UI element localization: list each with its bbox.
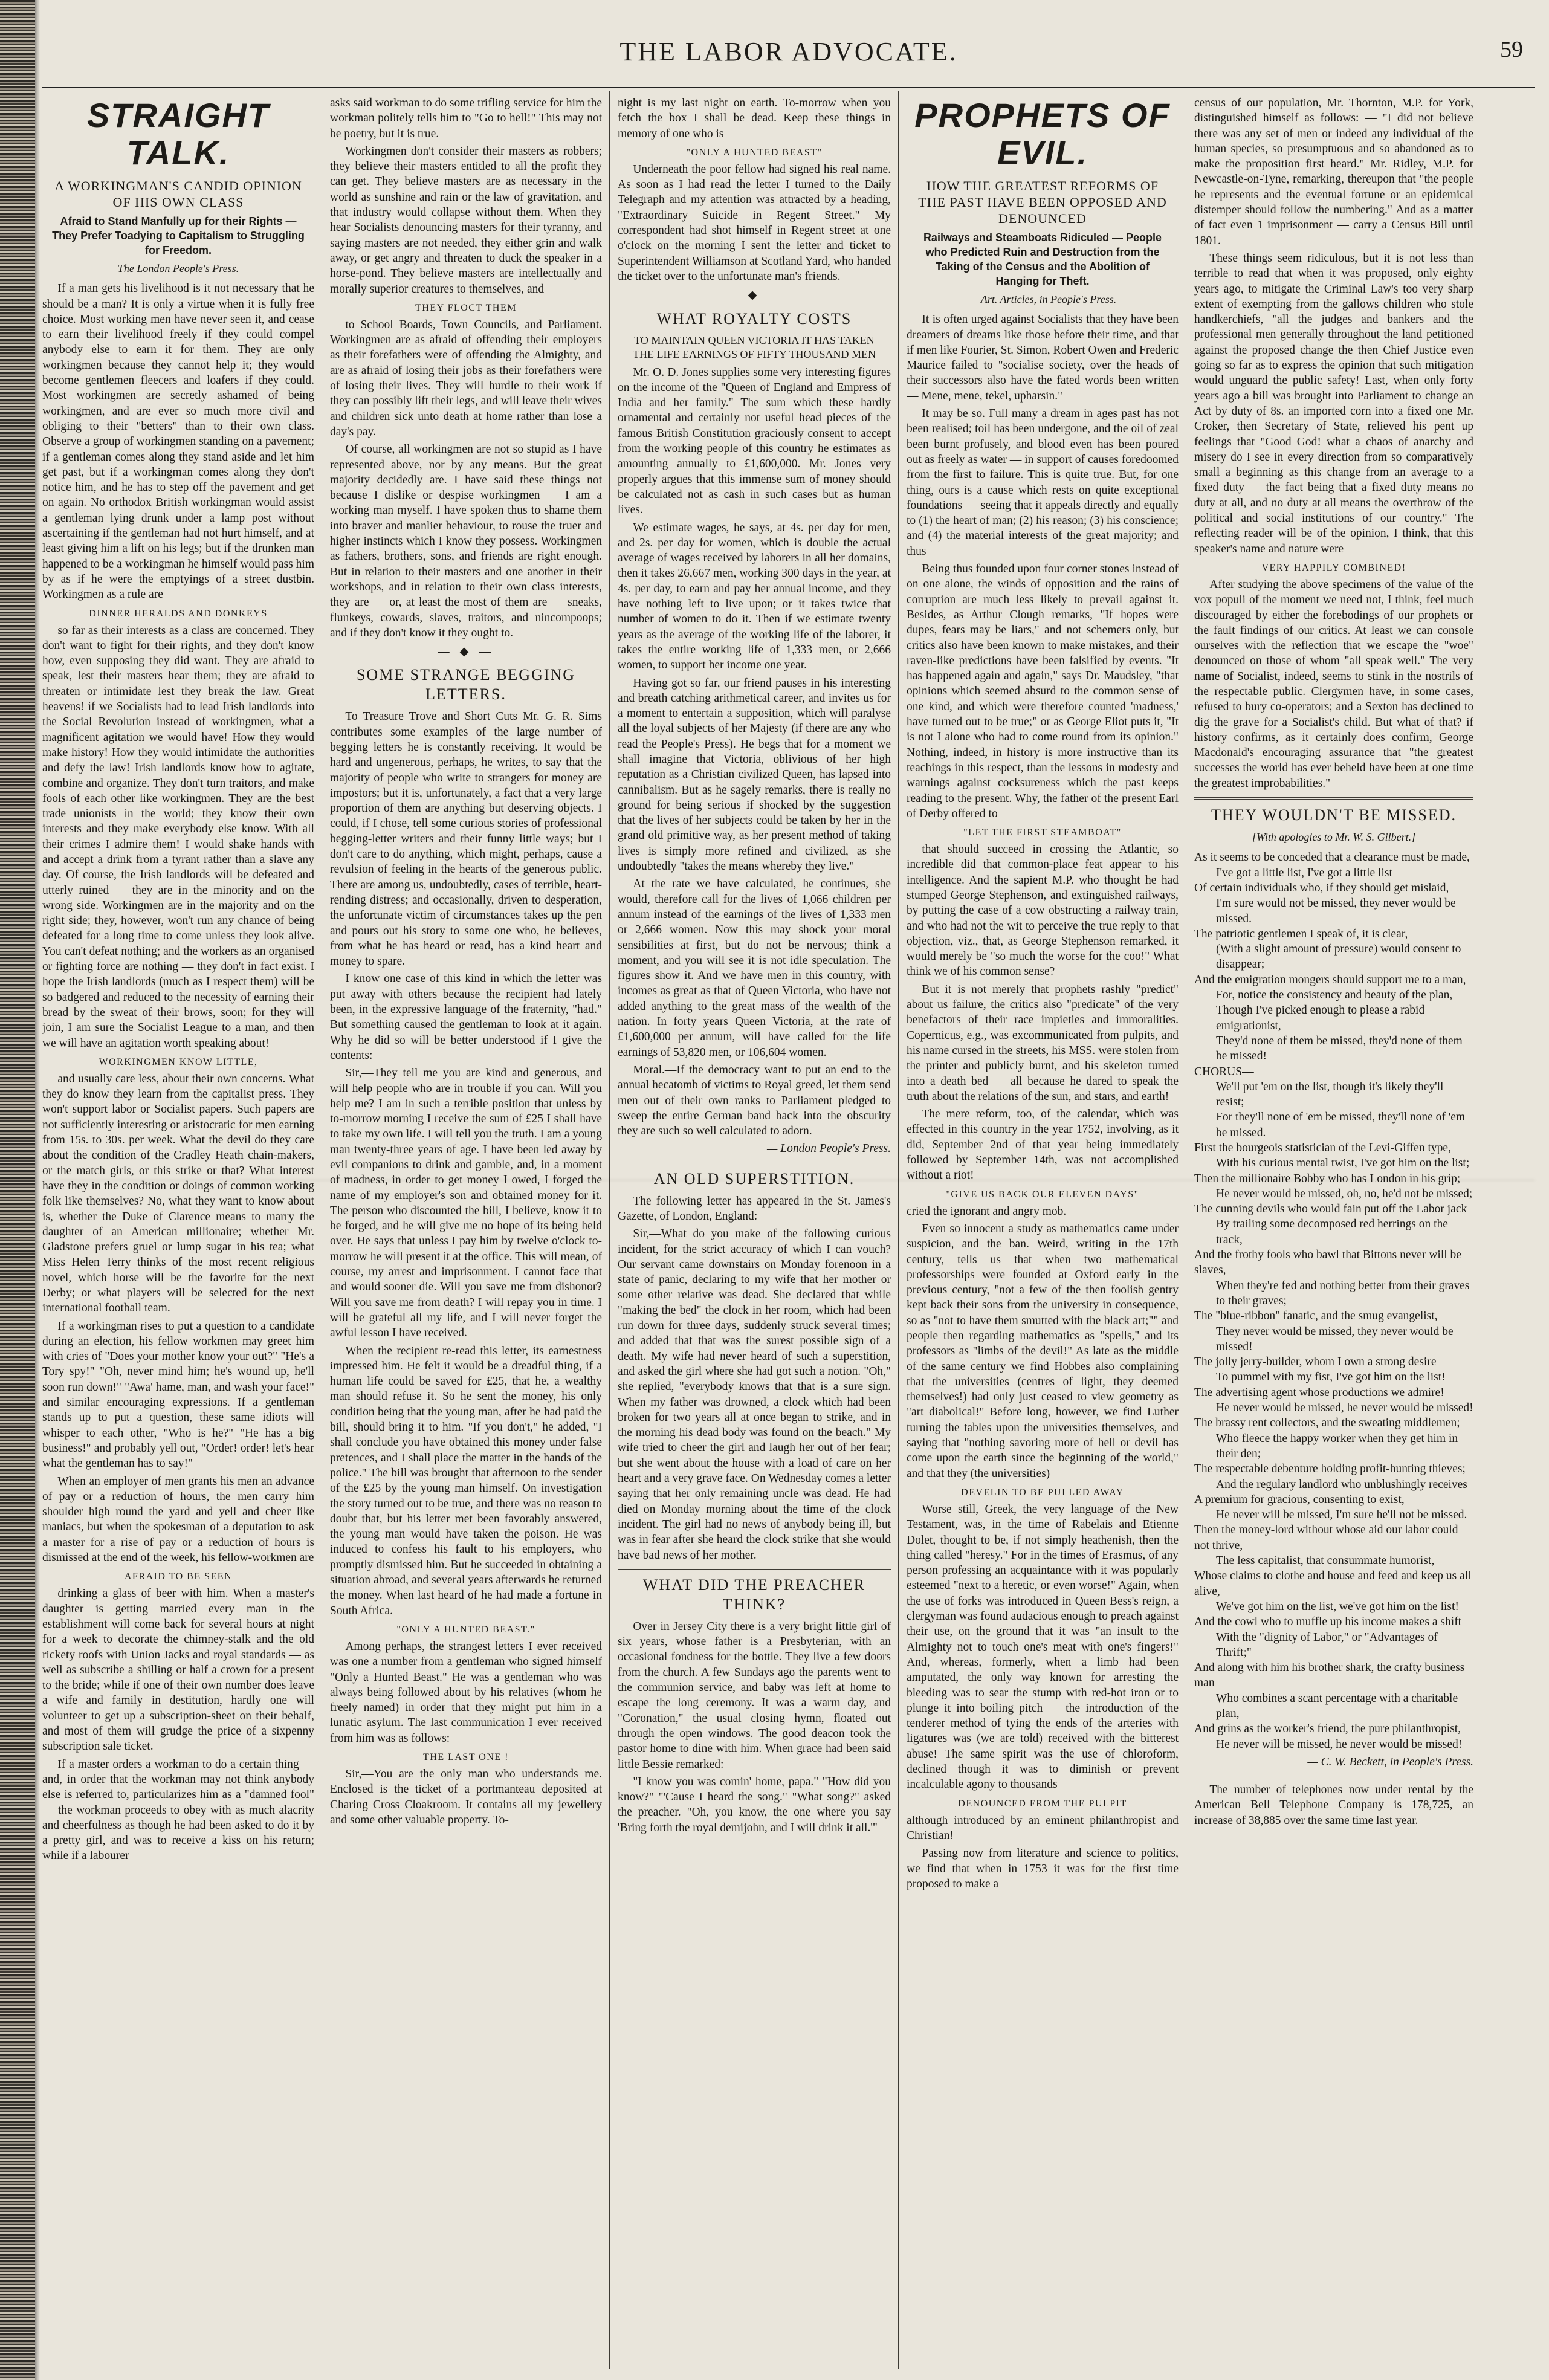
intro: TO MAINTAIN QUEEN VICTORIA IT HAS TAKEN THE LIFE EARNINGS OF FIFTY THOUSAND MEN	[632, 334, 876, 360]
paragraph: census of our population, Mr. Thornton, M.P. for York, distinguished himself as follows: — "I did not believe there was any set of men or indeed any individual of the human species, so presumptuous and so abandoned as to make the proposition first heard." Mr. Ridley, M.P. for Newcastle-on-Tyne, remarking, thereupon that "the people he represents and the eventual fortune or an epidemical distemper should follow the numbering." And as a matter of fact even 1 imprisonment — carry a Census Bill until 1801.	[1194, 97, 1473, 247]
newspaper-page	[42, 0, 1535, 2380]
paragraph: The number of telephones now under rental by the American Bell Telephone Company is 178,725, an increase of 38,885 over the same time last year.	[1194, 1783, 1473, 1827]
headline-prophets-of-evil: PROPHETS OF EVIL.	[914, 96, 1171, 172]
poem-line: For, notice the consistency and beauty of the plan,	[1216, 989, 1453, 1002]
column-rule	[609, 91, 610, 2369]
article-credit: — Art. Articles, in People's Press.	[968, 293, 1117, 305]
poem-line: Whose claims to clothe and house and feed and keep us all alive,	[1194, 1570, 1472, 1598]
masthead	[42, 36, 1535, 89]
poem-line: He never will be missed, I'm sure he'll not be missed.	[1216, 1509, 1467, 1522]
paragraph: Of course, all workingmen are not so stupid as I have represented above, nor by any means. But the great majority decidedly are. I have said these things not because I dislike or despise workingmen — I am a working man myself. I have spoken thus to shame them into braver and manlier behaviour, to rouse the truer and higher instincts which I know they possess. Workingmen as fathers, brothers, sons, and friends are right enough. But in relation to their masters and one another in their workshops, and in relation to their own class interests, they are — or, at least the most of them are — sneaks, flunkeys, cowards, slaves, traitors, and nincompoops; and if they don't know it they ought to.	[330, 443, 602, 639]
paragraph: If a master orders a workman to do a certain thing — and, in order that the workman may not think anybody else is referred to, particularizes him as a "damned fool" — the workman proceeds to obey with as much alacrity and cheerfulness as though he had been asked to do it by a pretty girl, and was to receive a kiss on his return; while if a labourer	[42, 1758, 314, 1863]
subhead: DEVELIN TO BE PULLED AWAY	[961, 1487, 1124, 1498]
headline-superstition: AN OLD SUPERSTITION.	[653, 1169, 855, 1188]
subhead: DINNER HERALDS AND DONKEYS	[89, 608, 268, 619]
poem-line: The advertising agent whose productions we admire!	[1194, 1386, 1444, 1399]
paragraph: and usually care less, about their own concerns. What they do know they learn from the capitalist press. They won't support labor or Socialist papers. Such papers are not sufficiently interesting or aristocratic for men earning from 15s. to 30s. per week. What the devil do they care about the condition of the Cradley Heath chain-makers, or the match girls, or this strike or that? What interest have they in the condition or doings of common working folk like themselves? No, what they want to know about is, whether the Duke of Clarence means to marry the daughter of an American millionaire; whether Mr. Gladstone prefers gruel or lump sugar in his tea; what Miss Helen Terry thinks of the most recent religious novel, which horse will be the favorite for the next Derby; or what players will be selected for the next international football team.	[42, 1072, 314, 1315]
paragraph: night is my last night on earth. To-morrow when you fetch the box I shall be dead. Keep these things in memory of one who is	[618, 97, 891, 140]
paragraph: cried the ignorant and angry mob.	[907, 1205, 1067, 1218]
paragraph: I know one case of this kind in which the letter was put away with others because the recipient had lately been, in the expressive language of the fraternity, "had." But something caused the gentleman to look at it again. Why he did so will be better understood if I give the contents:—	[330, 972, 602, 1062]
poem-line: A premium for gracious, consenting to exist,	[1194, 1493, 1405, 1506]
subhead: AFRAID TO BE SEEN	[124, 1571, 233, 1582]
poem-line: Then the millionaire Bobby who has London in his grip;	[1194, 1172, 1461, 1185]
poem-line: And the frothy fools who bawl that Bittons never will be slaves,	[1194, 1249, 1461, 1277]
paragraph: Passing now from literature and science to politics, we find that when in 1753 it was for the first time proposed to make a	[907, 1847, 1179, 1890]
poem-line: For they'll none of 'em be missed, they'll none of 'em be missed.	[1216, 1111, 1466, 1139]
poem-line: The cunning devils who would fain put off the Labor jack	[1194, 1203, 1467, 1216]
poem-line: He never would be missed, oh, no, he'd not be missed;	[1216, 1187, 1473, 1200]
poem-line: First the bourgeois statistician of the Levi-Giffen type,	[1194, 1142, 1451, 1154]
paragraph: The mere reform, too, of the calendar, which was effected in this country in the year 1752, involving, as it did, September 2nd of that year being immediately followed by September 14th, was not accomplished without a riot!	[907, 1108, 1179, 1182]
column-4	[907, 95, 1179, 2368]
paragraph: The following letter has appeared in the St. James's Gazette, of London, England:	[618, 1194, 891, 1223]
subhead: THE LAST ONE !	[422, 1751, 509, 1762]
paragraph: asks said workman to do some trifling service for him the workman politely tells him to "Go to hell!" This may not be poetry, but it is true.	[330, 97, 602, 140]
paragraph: These things seem ridiculous, but it is not less than terrible to read that when it was proposed, only eighty years ago, to mitigate the Criminal Law's too very sharp extent of exempting from the gallows children who stole handkerchiefs, "all the judges and bankers and the professional men generally throughout the land petitioned against the proposed change the then Chief Justice even going so far as to express the opinion that such mitigation would unguard the public safety! Last, when only forty years ago a bill was brought into Parliament to change an Act by duty of 8s. an imported corn into a fixed one Mr. Croker, then Secretary of State, relieved his pent up feelings that "Good God! what a chaos of anarchy and misery do I see in every direction from so comparatively small a beginning as this change from an average to a fixed duty — the fact being that a fixed duty means no duty at all, and no duty at all means the overthrow of the political and social institutions of our country." The reflecting reader will be of the opinion, I think, that this speaker's name and nature were	[1194, 251, 1473, 555]
paragraph: to School Boards, Town Councils, and Parliament. Workingmen are as afraid of offending their employers as their forefathers were of offending the Almighty, and are as afraid of losing their jobs as their forefathers were of losing their lives. They will hurdle to their work if they can possibly lift their legs, and will leave their wives and children sick unto death at home rather than lose a day's pay.	[330, 318, 602, 438]
poem-line: We'll put 'em on the list, though it's likely they'll resist;	[1216, 1080, 1444, 1109]
paragraph: Over in Jersey City there is a very bright little girl of six years, whose father is a Presbyterian, with an occasional fondness for the bottle. They live a few doors from the church. A few Sundays ago the parents went to the communion service, and baby was left at home to escape the long ceremony. It was a warm day, and "Coronation," the usual closing hymn, floated out through the open windows. The good deacon took the pastor home to dine with him. When grace had been said little Bessie remarked:	[618, 1620, 891, 1771]
paragraph: Among perhaps, the strangest letters I ever received was one a number from a gentleman who signed himself "Only a Hunted Beast." He was a gentleman who was always being followed about by his relatives (whom he freely named) in order that they might put him in a lunatic asylum. The last communication I ever received from him was as follows:—	[330, 1640, 602, 1745]
poem-line: As it seems to be conceded that a clearance must be made,	[1194, 851, 1470, 864]
poem-line: They'd none of them be missed, they'd none of them be missed!	[1216, 1034, 1463, 1063]
headline-preacher: WHAT DID THE PREACHER THINK?	[642, 1576, 866, 1613]
poem-line: To pummel with my fist, I've got him on the list!	[1216, 1371, 1446, 1384]
poem-line: I've got a little list, I've got a little list	[1216, 866, 1392, 879]
paragraph: It is often urged against Socialists that they have been dreamers of dreams like those before their time, and that if men like Fourier, St. Simon, Robert Owen and Frederic Maurice failed to "socialise society, over the heads of their successors also have the fated words been written — Mene, mene, tekel, upharsin."	[907, 313, 1179, 403]
poem-line: They never would be missed, they never would be missed!	[1216, 1325, 1454, 1353]
poem-line: Then the money-lord without whose aid our labor could not thrive,	[1194, 1524, 1458, 1552]
subhead: "ONLY A HUNTED BEAST"	[686, 147, 823, 158]
column-3	[618, 95, 891, 2368]
page-number: 59	[1500, 37, 1523, 62]
paragraph: drinking a glass of beer with him. When a master's daughter is getting married every man in the establishment will come back for several hours at night for a week to decorate the chimney-stalk and the old rickety roofs with Union Jacks and royal standards — as well as subscribe a shilling or half a crown for a present to the bride; while if one of their own number does leave a wife and family in destitution, hardly one will volunteer to get up a subscription-sheet on their behalf, and most of them will grudge the price of a sixpenny subscription sale ticket.	[42, 1587, 314, 1753]
poem-line: (With a slight amount of pressure) would consent to disappear;	[1216, 943, 1461, 971]
paragraph: After studying the above specimens of the value of the vox populi of the moment we need not, I think, feel much discouraged by either the forebodings of our prophets or the fault findings of our critics. At least we can console ourselves with the reflection that we escape the "woe" denounced on those of whom "all speak well." The very name of Socialist, indeed, seems to stink in the nostrils of the respectable public. Clergymen have, in some cases, refused to bury co-operators; and a Sexton has declined to dig the grave for a Socialist's child. But what of that? if history confirms, as it certainly does confirm, George Macdonald's encouraging assurance that "the greatest successes the world has ever beheld have been at one time the greatest improbabilities."	[1194, 578, 1473, 790]
paragraph: Even so innocent a study as mathematics came under suspicion, and the ban. Weird, writing in the 17th century, tells us that when two mathematical professorships were founded at Oxford early in the previous century, "not a few of the then foolish gentry kept back their sons from the university in consequence, so as "not to have them smutted with the black art;"" and people then regarding mathematics as "spells," and its professors as "limbs of the devil!" As late as the middle of the same century we find Hobbes also complaining that the universities (centres of light, they deemed themselves!) had only just ceased to view geometry as "art diabolical!" Before long, however, we find Luther turning the tables upon the universities themselves, and saying that "nothing savoring more of hell or devil has come upon the earth since the beginning of the world," and that they (the universities)	[907, 1222, 1179, 1480]
separator: — ◆ —	[438, 645, 494, 659]
poem-line: I'm sure would not be missed, they never would be missed.	[1216, 897, 1456, 925]
masthead-title: THE LABOR ADVOCATE.	[619, 37, 958, 66]
paragraph: Worse still, Greek, the very language of the New Testament, was, in the time of Rabelais and Etienne Dolet, thought to be, if not simply heathenish, then the thing called "heresy." For in the times of Erasmus, of any person professing an acquaintance with it was popularly esteemed "next to a heretic, or even worse!" Again, when the use of forks was introduced in Queen Bess's reign, a clergyman was found audacious enough to preach against their use, on the ground that it was "an insult to the Almighty not to touch one's meat with one's fingers!" And, whereas, formerly, when a limb had been amputated, the only way known for arresting the bleeding was to sear the stump with red-hot iron or to plunge it into boiling pitch — the introduction of the tenderer method of tying the ends of the arteries with ligatures was (we are told) received with the bitterest abuse! The same spirit was the use of chloroform, declined though it was to diminish or prevent incalculable agony to thousands	[907, 1502, 1179, 1791]
paragraph: Workingmen don't consider their masters as robbers; they believe their masters entitled to all the profit they can get. They believe masters are as necessary in the world as sunshine and rain or the law of gravitation, and that industry would collapse without them. When they hear Socialists denouncing masters for their tyranny, and saying masters are not needed, they either grin and walk away, or get angry and threaten to duck the speaker in a horse-pond. They believe masters are intellectually and morally superior creatures to themselves, and	[330, 144, 602, 296]
paragraph: "I know you was comin' home, papa." "How did you know?" "'Cause I heard the song." "What song?" asked the preacher. "Oh, you know, the one where you say 'Bring forth the royal demijohn, and I will drink it all.'"	[618, 1775, 891, 1834]
paragraph: When an employer of men grants his men an advance of pay or a reduction of hours, the men carry him shoulder high round the yard and yell and cheer like maniacs, but when the spokesman of a deputation to ask a master for a rise of pay or a reduction of hours is dismissed at the end of the week, his fellow-workmen are	[42, 1475, 314, 1565]
article-credit: The London People's Press.	[117, 262, 239, 274]
poem-line: Of certain individuals who, if they should get mislaid,	[1194, 881, 1449, 894]
poem-line: The "blue-ribbon" fanatic, and the smug evangelist,	[1194, 1310, 1438, 1323]
poem-line: The patriotic gentlemen I speak of, it is clear,	[1194, 927, 1408, 940]
deck: A WORKINGMAN'S CANDID OPINION OF HIS OWN CLASS	[54, 178, 302, 210]
divider	[1194, 797, 1473, 800]
paragraph: Having got so far, our friend pauses in his interesting and breath catching arithmetical career, and invites us for a moment to entertain a supposition, which will paralyse all the loyal subjects of her Majesty (if there are any who read the People's Press). He begs that for a moment we shall imagine that Victoria, oblivious of her high reputation as a Christian civilized Queen, has lapsed into cannibalism. But as he sagely remarks, there is really no ground for being serious if shocked by the suggestion that the lives of her subjects could be taken by her in the grand old primitive way, as her present method of taking lives is simply more refined and civilized, as she undoubtedly "takes the means whereby they live."	[618, 676, 891, 873]
headline-straight-talk: STRAIGHT TALK.	[86, 96, 270, 172]
poem-line: And along with him his brother shark, the crafty business man	[1194, 1661, 1465, 1690]
separator: — ◆ —	[726, 289, 783, 302]
paragraph: At the rate we have calculated, he continues, she would, therefore call for the lives of 1,066 children per annum instead of the earnings of the lives of 1,333 men or 2,666 women. Now this may shock your moral sensibilities at first, but do not be nervous; think a moment, and you will see it is not idle speculation. The figures show it. And we have men in this country, with incomes as great as that of Queen Victoria, who have not added anything to the great mass of the wealth of the nation. In forty years Queen Victoria, at the rate of £1,600,000 per annum, will have called for the life earnings of 53,820 men, or 106,604 women.	[618, 878, 891, 1059]
paragraph: although introduced by an eminent philanthropist and Christian!	[907, 1814, 1179, 1842]
poem-line: The jolly jerry-builder, whom I own a strong desire	[1194, 1356, 1437, 1369]
column-rule	[898, 91, 899, 2369]
paragraph: so far as their interests as a class are concerned. They don't want to fight for their rights, and they don't know how, even supposing they did want. They are afraid to speak, lest their masters hear them; they are afraid to threaten or intimidate lest they break the law. Great heavens! if we Socialists had to lead Irish landlords into the Social Revolution instead of workingmen, what a magnificent agitation we would have! How they would make history! How they would intimidate the authorities and defy the law! Irish landlords know how to agitate, combine and organize. They don't turn traitors, and make fools of each other like workingmen. They are the best trade unionists in the world; they know their own interests and they make everybody else know. With all their crimes I admire them! I would shake hands with and accept a drink from a tyrant rather than a slave any day. Of course, the Irish landlords will be defeated and utterly ruined — they are in the minority and on the wrong side. Workingmen are in the majority and on the right side; they, however, won't run any chance of being defeated for a long time to come unless they look alive. You can't defeat nothing; and the workers as an organised or fighting force are nothing — they don't in fact exist. I hope the Irish landlords (much as I respect them) will be so badgered and reduced to the necessity of earning their bread by the sweat of their brows, soon; for they will join, I am sure the Socialist League to a man, and then we will have an agitation worth speaking about!	[42, 624, 314, 1050]
paragraph: When the recipient re-read this letter, its earnestness impressed him. He felt it would be a dreadful thing, if a human life could be saved for £25, that he, a wealthy man should refuse it. So he sent the money, his only condition being that the young man, after he had paid the bill, should bring it to him. "If you don't," he added, "I shall conclude you have obtained this money under false pretences, and I shall place the matter in the hands of the police." The bill was brought that afternoon to the sender of the £25 by the young man himself. On investigation the story turned out to be true, and there was no reason to doubt that, but his letter met been favorably answered, the young man would have taken the poison. He was induced to confess his fault to his employers, who promptly dismissed him. But he succeeded in obtaining a situation abroad, and several years afterwards he returned the money. When last heard of he had made a fortune in South Africa.	[330, 1344, 602, 1617]
poem-line: And the cowl who to muffle up his income makes a shift	[1194, 1615, 1462, 1629]
paragraph: To Treasure Trove and Short Cuts Mr. G. R. Sims contributes some examples of the large number of begging letters he is constantly receiving. It would be hard and ungenerous, perhaps, he writes, to say that the majority of people who write to strangers for money are impostors; but it is, unfortunately, a fact that a very large proportion of them are anything but deserving objects. I could, if I chose, tell some curious stories of professional begging-letter writers and their funny little ways; but I don't care to do anything, which might, perhaps, cause a revulsion of feeling in the hearts of the generous public. There are among us, undoubtedly, cases of terrible, heart-rending distress; and occasionally, driven to desperation, the unfortunate victim of circumstances takes up the pen and pours out his story to some one who, he believes, from what he has heard or read, has a kind heart and money to spare.	[330, 710, 602, 968]
poem-line: CHORUS—	[1194, 1065, 1254, 1078]
deck: HOW THE GREATEST REFORMS OF THE PAST HAVE BEEN OPPOSED AND DENOUNCED	[918, 178, 1167, 226]
divider	[618, 1569, 891, 1570]
poem-line: And the regulary landlord who unblushingly receives	[1216, 1478, 1467, 1491]
paragraph: It may be so. Full many a dream in ages past has not been realised; toil has been undergone, and the oil of zeal been burnt profusely, and blood even has been poured out as freely as water — in support of causes foredoomed from the first to failure. This is quite true. But, for one thing, ours is a cause which rests on quite exceptional foundations — seeing that it appeals directly and equally to (1) the heart of man; (2) his reason; (3) his conscience; and (4) the material interests of the great majority; and thus	[907, 407, 1179, 558]
poem-body	[1194, 972, 1473, 1752]
deck-subtitle: Railways and Steamboats Ridiculed — People who Predicted Ruin and Destruction from the Taking of the Census and the Abolition of Hanging for Theft.	[923, 231, 1162, 287]
poem-line: With his curious mental twist, I've got him on the list;	[1216, 1157, 1470, 1170]
paragraph: Sir,—They tell me you are kind and generous, and will help people who are in trouble if you can. Will you help me? I am in such a terrible position that unless by to-morrow morning I receive the sum of £25 I shall have to take my own life. I will tell you the truth. I am a young man twenty-three years of age. I have been led away by evil companions to drink and gamble, and, in a moment of madness, in order to get money I owed, I forged the name of my employer's son and obtained money for it. The person who discounted the bill, I believe, know it to be forged, and he will give me no hope of its being held over. He says that unless I pay him by twelve o'clock to-morrow he will present it at the office. This will mean, of course, my arrest and imprisonment. I cannot face that and would sooner die. Will you save me from dishonor? Will you save me from death? I will repay you in time. I will be grateful all my life, and I will never forget the awful lesson I have received.	[330, 1067, 602, 1340]
binding-spine	[0, 0, 35, 2380]
poem-intro	[1194, 850, 1473, 972]
poem-line: Who combines a scant percentage with a charitable plan,	[1216, 1692, 1458, 1720]
subhead: "GIVE US BACK OUR ELEVEN DAYS"	[946, 1189, 1139, 1200]
poem-line: The less capitalist, that consummate humorist,	[1216, 1554, 1435, 1568]
article-credit: — London People's Press.	[767, 1142, 891, 1156]
poem-title: THEY WOULDN'T BE MISSED.	[1211, 806, 1457, 824]
paragraph: Moral.—If the democracy want to put an end to the annual hecatomb of victims to Royal greed, let them send men out of their own ranks to Parliament pledged to sweep the entire German band back into the obscurity they are such so well calculated to adorn.	[618, 1063, 891, 1138]
paragraph: But it is not merely that prophets rashly "predict" about us failure, the critics also "predicate" of the very benefactors of their race impieties and immoralities. Copernicus, e.g., was excommunicated from pulpits, and his name cursed in the streets, his MSS. were stolen from the printer and publicly burnt, and his skeleton turned into a death bed — all because he dared to speak the truth about the relations of the sun, and stars, and earth!	[907, 983, 1179, 1103]
poem-line: Who fleece the happy worker when they get him in their den;	[1216, 1432, 1458, 1460]
paragraph: Mr. O. D. Jones supplies some very interesting figures on the income of the "Queen of England and Empress of India and her family." The sum which these hardly ornamental and certainly not useful head pieces of the famous British Constitution graciously consent to accept from the working people of this country he estimates as amounting annually to £1,600,000. Mr. Jones very properly argues that this immense sum of money should be calculated not as cash in such cases but as human lives.	[618, 366, 891, 517]
paragraph: Being thus founded upon four corner stones instead of on one alone, the winds of opposition and the rains of corruption are much less likely to prevail against it. Besides, as Arthur Clough remarks, "If hopes were dupes, fears may be liars," and not schemers only, but critics also have been known to make mistakes, and their raven-like predictions have been falsified by events. "It has happened again and again," says Dr. Maudsley, "that opinions which seemed absurd to the common sense of one kind, and which were therefore counted 'madness,' have turned out to be true;" or as George Eliot puts it, "It is not I alone who had to come round from its opinion." Nothing, indeed, in history is more instructive than its teachings in this respect, than the lessons in modesty and warnings against cocksureness which the past keeps reading to the present. Why, the father of the present Earl of Derby offered to	[907, 563, 1179, 820]
poem-line: With the "dignity of Labor," or "Advantages of Thrift;"	[1216, 1631, 1438, 1659]
subhead: VERY HAPPILY COMBINED!	[1261, 562, 1406, 573]
column-1	[42, 95, 314, 2368]
subhead: THEY FLOCT THEM	[415, 302, 517, 313]
poem-line: When they're fed and nothing better from their graves to their graves;	[1216, 1279, 1470, 1307]
deck-subtitle: Afraid to Stand Manfully up for their Rights — They Prefer Toadying to Capitalism to Struggling for Freedom.	[52, 215, 305, 256]
poem-line: Though I've picked enough to please a rabid emigrationist,	[1216, 1004, 1425, 1032]
paragraph: We estimate wages, he says, at 4s. per day for men, and 2s. per day for women, which is double the actual average of wages received by laborers in all her domains, then it takes 26,667 men, working 300 days in the year, at 4s. per day, to earn and pay her annual income, and they have nothing left to live upon; or it takes twice that number of women to do it. Then if we estimate twenty years as the average of the working life of the laborer, it takes the entire working life of 1,333 men, or 2,666 women, to support her income one year.	[618, 521, 891, 672]
poem-line: The brassy rent collectors, and the sweating middlemen;	[1194, 1417, 1460, 1430]
paragraph: If a man gets his livelihood is it not necessary that he should be a man? It is only a virtue when it is fully free choice. Most working men have never seen it, and cease to earn their livelihood freely if they could compel anybody else to earn it for them. They are only workingmen because they cannot help it; they would become gentlemen fleecers and loafers if they could. Most workingmen are secretly ashamed of being workingmen, and are ever so much more civil and obliging to their "betters" than to their own class. Observe a group of workingmen standing on a pavement; if a gentleman comes along they stand aside and let him get past, but if a workingman comes along they don't notice him, and he has to step off the pavement and get on again. No orthodox British workingman would assist a gentleman lying drunk under a lamp post without ascertaining if the gentleman had not hurt himself, and at least giving him a lift on his legs; but if the drunken man happened to be a workingman he himself would pass him by as if he were the emptyings of a street dustbin. Workingmen as a rule are	[42, 282, 314, 601]
poem-line: He never will be missed, he never would be missed!	[1216, 1738, 1463, 1751]
paragraph: Sir,—You are the only man who understands me. Enclosed is the ticket of a portmanteau deposited at Charing Cross Cloakroom. It contains all my jewellery and some other valuable property. To-	[330, 1767, 602, 1826]
subhead: DENOUNCED FROM THE PULPIT	[958, 1798, 1127, 1809]
subhead: "ONLY A HUNTED BEAST."	[396, 1624, 535, 1635]
headline-royalty-costs: WHAT ROYALTY COSTS	[656, 309, 852, 328]
poem-line: And grins as the worker's friend, the pure philanthropist,	[1194, 1722, 1461, 1736]
paragraph: that should succeed in crossing the Atlantic, so incredible did that common-place feat appear to his intelligence. And the sapient M.P. who thought he had stumped George Stephenson, and extinguished railways, by putting the case of a cow obstructing a railway train, and who had not the wit to perceive the true reply to that objection, viz., that, as George Stephenson remarked, it would merely be "so much the worse for the coo!" What think we of his common sense?	[907, 843, 1179, 978]
headline-begging-letters: SOME STRANGE BEGGING LETTERS.	[356, 666, 576, 703]
subhead: WORKINGMEN KNOW LITTLE,	[99, 1056, 258, 1067]
paragraph: Sir,—What do you make of the following curious incident, for the strict accuracy of which I can vouch? Our servant came downstairs on Monday forenoon in a state of panic, declaring to my wife that her mother or some other relative was dead. She declared that while "making the bed" the clock in her room, which had been run down for three days, suddenly struck several times; and added that that was the surest possible sign of a death. My wife had never heard of such a superstition, and asked the girl where she had got such a notion. "Oh," she replied, "everybody knows that that is a sure sign. When my father was drowned, a clock which had been broken for two years all at once began to strike, and in the morning his dead body was found on the beach." My wife tried to cheer the girl and laugh her out of her fear; but she went about the house with a load of care on her heart and a very grave face. On Wednesday comes a letter saying that her only remaining uncle was dead. He had died on Monday morning about the time of the clock incident. The girl had no news of anybody being ill, but was in fear after she heard the clock strike that she would have bad news of her mother.	[618, 1227, 891, 1562]
poem-line: We've got him on the list, we've got him on the list!	[1216, 1600, 1459, 1613]
poem-credit: [With apologies to Mr. W. S. Gilbert.]	[1252, 831, 1416, 844]
paragraph: Underneath the poor fellow had signed his real name. As soon as I had read the letter I turned to the Daily Telegraph and my attention was attracted by a heading, "Extraordinary Suicide in Regent Street." My correspondent had shot himself in Regent street at one o'clock on the morning I sent the letter and ticket to Superintendent Williamson at Scotland Yard, who handed the ticket over to the unfortunate man's friends.	[618, 163, 891, 283]
poem-signature: — C. W. Beckett, in People's Press.	[1307, 1755, 1473, 1768]
paragraph: If a workingman rises to put a question to a candidate during an election, his fellow workmen may greet him with cries of "Does your mother know your out?" "He's a Tory spy!" "Oh, never mind him; he's wound up, he'll soon run down!" "Awa' hame, man, and wash your face!" and similar encouraging expressions. If a gentleman stands up to put a question, these same idiots will whisper to each other, "Who is he?" "He has a big business!" and probably yell out, "Order! order! let's hear what the gentleman has to say!"	[42, 1319, 314, 1470]
poem-line: And the emigration mongers should support me to a man,	[1194, 973, 1466, 986]
poem-line: He never would be missed, he never would be missed!	[1216, 1402, 1473, 1415]
poem-line: The respectable debenture holding profit-hunting thieves;	[1194, 1463, 1466, 1476]
poem-line: By trailing some decomposed red herrings on the track,	[1216, 1218, 1448, 1246]
column-5	[1194, 95, 1473, 2368]
subhead: "LET THE FIRST STEAMBOAT"	[963, 827, 1122, 838]
column-2	[330, 95, 602, 2368]
